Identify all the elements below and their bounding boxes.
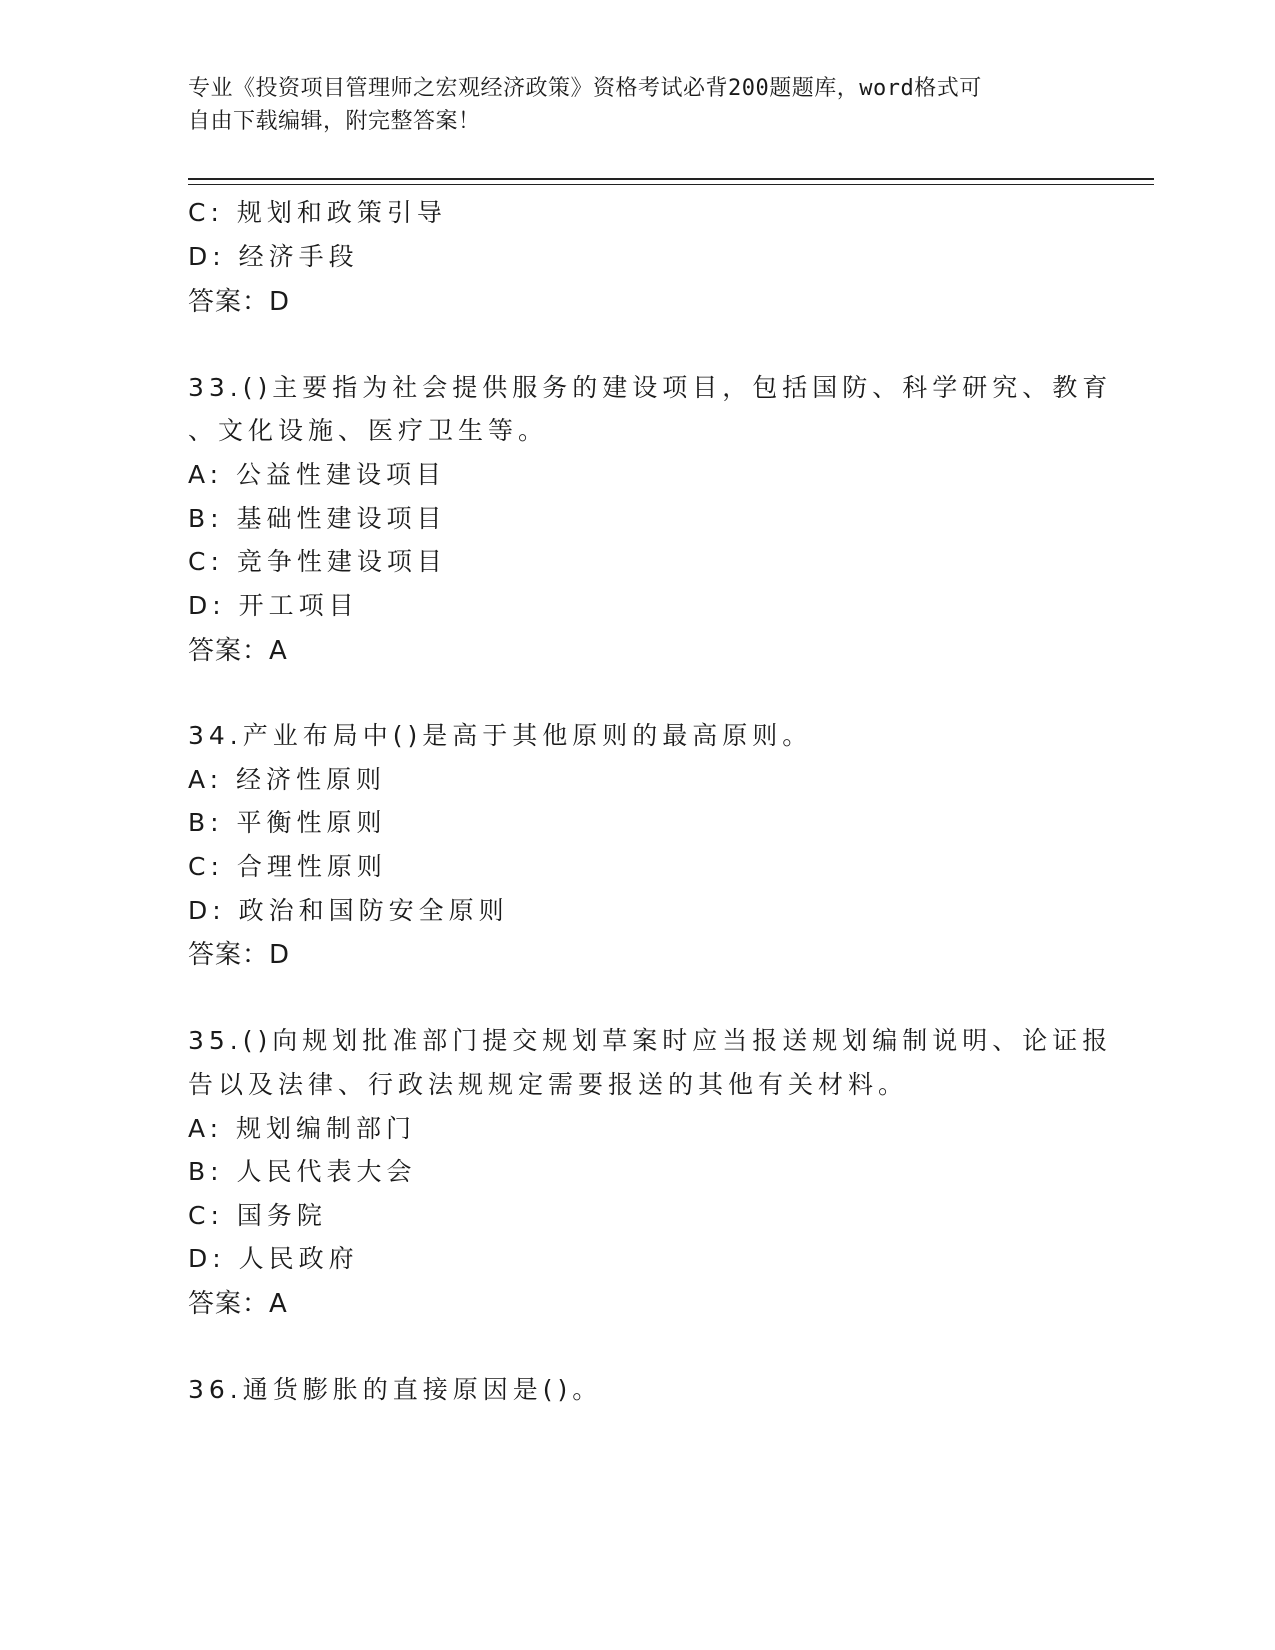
header-rule-thin [188,184,1154,185]
q33-answer: 答案：A [188,636,288,666]
q34-option-a: A: 经济性原则 [188,765,387,794]
q34-stem-line-1: 34.产业布局中()是高于其他原则的最高原则。 [188,721,813,750]
q34-option-c: C: 合理性原则 [188,852,387,881]
header-line-2: 自由下载编辑，附完整答案！ [188,109,481,134]
q33-stem-line-1: 33.()主要指为社会提供服务的建设项目，包括国防、科学研究、教育 [188,373,1113,402]
q36-stem-line-1: 36.通货膨胀的直接原因是()。 [188,1375,603,1404]
q35-option-d: D: 人民政府 [188,1244,359,1273]
q32-answer: 答案：D [188,287,291,317]
q33-option-a: A: 公益性建设项目 [188,460,447,489]
q33-option-c: C: 竞争性建设项目 [188,547,447,576]
q34-option-b: B: 平衡性原则 [188,808,387,837]
q34-option-d: D: 政治和国防安全原则 [188,896,509,925]
q34-answer: 答案：D [188,940,291,970]
header-rule-thick [188,178,1154,180]
header-line-1: 专业《投资项目管理师之宏观经济政策》资格考试必背200题题库，word格式可 [188,76,982,101]
q33-stem-line-2: 、文化设施、医疗卫生等。 [188,416,549,445]
q35-answer: 答案：A [188,1289,288,1319]
q33-option-b: B: 基础性建设项目 [188,504,447,533]
q32-option-c: C: 规划和政策引导 [188,198,447,227]
q35-option-a: A: 规划编制部门 [188,1114,417,1143]
q35-option-c: C: 国务院 [188,1201,327,1230]
q35-stem-line-2: 告以及法律、行政法规规定需要报送的其他有关材料。 [188,1070,909,1099]
q35-option-b: B: 人民代表大会 [188,1157,417,1186]
document-header [188,72,1068,138]
q32-option-d: D: 经济手段 [188,242,359,271]
q33-option-d: D: 开工项目 [188,591,359,620]
q35-stem-line-1: 35.()向规划批准部门提交规划草案时应当报送规划编制说明、论证报 [188,1026,1113,1055]
